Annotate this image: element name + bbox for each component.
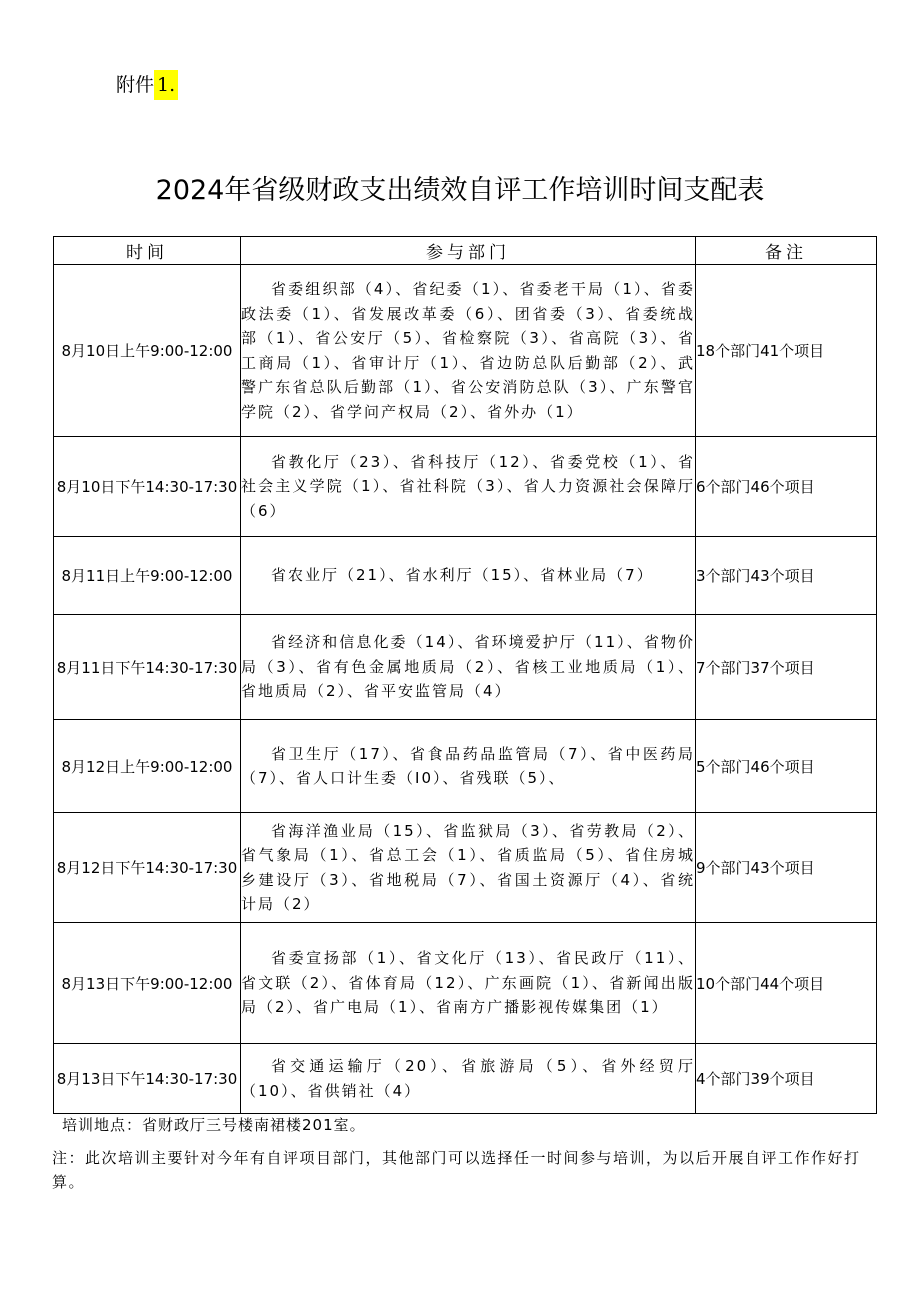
row-departments: 省委宣扬部（1）、省文化厅（13）、省民政厅（11）、省文联（2）、省体育局（12）、广东画院（1）、省新闻出版局（2）、省广电局（1）、省南方广播影视传媒集团（1） (241, 923, 696, 1044)
row-departments: 省委组织部（4）、省纪委（1）、省委老干局（1）、省委政法委（1）、省发展改革委（6）、团省委（3）、省委统战部（1）、省公安厅（5）、省检察院（3）、省高院（3）、省工商局（1）、省审计厅（1）、省边防总队后勤部（2）、武警广东省总队后勤部（1）、省公安消防总队（3）、广东警官学院（2）、省学问产权局（2）、省外办（1） (241, 265, 696, 437)
table-header-row (54, 237, 877, 265)
row-note: 5个部门46个项目 (696, 720, 877, 813)
training-schedule-table (53, 236, 877, 1114)
row-note: 10个部门44个项目 (696, 923, 877, 1044)
row-note: 4个部门39个项目 (696, 1044, 877, 1114)
table-row (54, 537, 877, 615)
footnote: 注：此次培训主要针对今年有自评项目部门，其他部门可以选择任一时间参与培训，为以后开展自评工作作好打算。 (52, 1149, 861, 1191)
attachment-text: 附件 (116, 74, 155, 96)
row-note: 3个部门43个项目 (696, 537, 877, 615)
attachment-number: 1. (154, 70, 178, 100)
row-departments: 省卫生厅（17）、省食品药品监管局（7）、省中医药局（7）、省人口计生委（I0）、省残联（5）、 (241, 720, 696, 813)
header-notes: 备注 (696, 237, 877, 265)
row-departments: 省交通运输厅（20）、省旅游局（5）、省外经贸厅（10）、省供销社（4） (241, 1044, 696, 1114)
row-time: 8月10日下午14:30-17:30 (54, 437, 241, 537)
row-note: 18个部门41个项目 (696, 265, 877, 437)
row-time: 8月10日上午9:00-12:00 (54, 265, 241, 437)
table-row (54, 720, 877, 813)
row-time: 8月13日下午14:30-17:30 (54, 1044, 241, 1114)
row-note: 6个部门46个项目 (696, 437, 877, 537)
row-time: 8月11日上午9:00-12:00 (54, 537, 241, 615)
row-note: 9个部门43个项目 (696, 813, 877, 923)
attachment-label (116, 70, 178, 100)
table-row (54, 265, 877, 437)
header-departments: 参与部门 (241, 237, 696, 265)
table-row (54, 813, 877, 923)
training-location: 培训地点：省财政厅三号楼南裙楼201室。 (62, 1116, 366, 1134)
row-time: 8月11日下午14:30-17:30 (54, 615, 241, 720)
table-row (54, 437, 877, 537)
row-departments: 省经济和信息化委（14）、省环境爱护厅（11）、省物价局（3）、省有色金属地质局（2）、省核工业地质局（1）、省地质局（2）、省平安监管局（4） (241, 615, 696, 720)
table-row (54, 1044, 877, 1114)
row-departments: 省教化厅（23）、省科技厅（12）、省委党校（1）、省社会主义学院（1）、省社科院（3）、省人力资源社会保障厅（6） (241, 437, 696, 537)
row-departments: 省农业厅（21）、省水利厅（15）、省林业局（7） (241, 537, 696, 615)
row-time: 8月12日下午14:30-17:30 (54, 813, 241, 923)
table-row (54, 615, 877, 720)
header-time: 时间 (54, 237, 241, 265)
row-note: 7个部门37个项目 (696, 615, 877, 720)
row-time: 8月13日下午9:00-12:00 (54, 923, 241, 1044)
table-row (54, 923, 877, 1044)
page-title: 2024年省级财政支出绩效自评工作培训时间支配表 (155, 175, 765, 206)
row-time: 8月12日上午9:00-12:00 (54, 720, 241, 813)
row-departments: 省海洋渔业局（15）、省监狱局（3）、省劳教局（2）、省气象局（1）、省总工会（1）、省质监局（5）、省住房城乡建设厅（3）、省地税局（7）、省国土资源厅（4）、省统计局（2） (241, 813, 696, 923)
